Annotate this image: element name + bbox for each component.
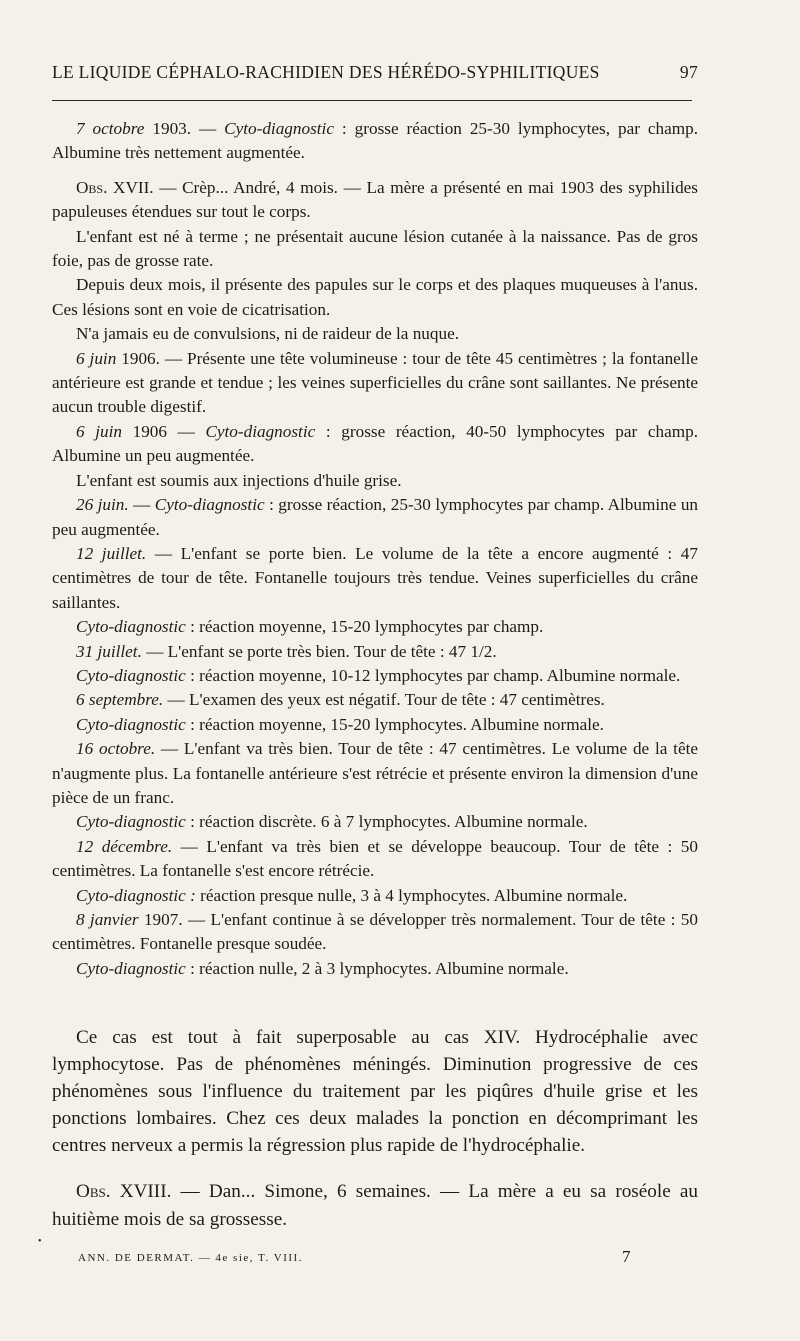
note-text: — L'enfant va très bien. Tour de tête : 47 centimètres. Le volume de la tête n'augmente plus. La fontanelle antérieure s'est rétrécie et présente environ la dimension d'une pièce de un franc. — [52, 739, 698, 807]
note-date: 6 juin — [76, 421, 122, 441]
note-text: 1903. — — [144, 119, 225, 138]
note-paragraph — [52, 640, 698, 664]
note-paragraph — [52, 688, 698, 712]
header-rule — [52, 100, 692, 101]
note-paragraph — [52, 493, 698, 542]
note-text: 1907. — L'enfant continue à se développer très normalement. Tour de tête : 50 centimètres. Fontanelle presque soudée. — [52, 910, 698, 954]
running-title: LE LIQUIDE CÉPHALO-RACHIDIEN DES HÉRÉDO-SYPHILITIQUES — [52, 62, 600, 82]
note-paragraph — [52, 713, 698, 737]
note-text: : réaction moyenne, 15-20 lymphocytes. Albumine normale. — [185, 714, 604, 734]
observation-18 — [52, 1178, 698, 1232]
note-text: — Crèp... André, 4 mois. — La mère a présenté en mai 1903 des syphilides papuleuses étendues sur tout le corps. — [52, 177, 698, 222]
note-paragraph — [52, 225, 698, 274]
note-text: réaction presque nulle, 3 à 4 lymphocytes. Albumine normale. — [195, 885, 628, 905]
note-text: : réaction moyenne, 10-12 lymphocytes par champ. Albumine normale. — [185, 665, 681, 685]
note-date: 7 octobre — [76, 119, 145, 138]
cyto-label: Cyto-diagnostic : — [76, 885, 196, 905]
journal-reference: ANN. DE DERMAT. — 4e sie, T. VIII. — [78, 1252, 303, 1264]
note-text: : grosse réaction 25-30 lymphocytes, par champ. Albumine très nettement augmentée. — [52, 119, 698, 163]
note-date: 12 décembre. — [76, 836, 173, 856]
cyto-label: Cyto-diagnostic — [76, 714, 186, 734]
note-text: Depuis deux mois, il présente des papules sur le corps et des plaques muqueuses à l'anus. Ces lésions sont en voie de cicatrisation. — [52, 275, 698, 319]
note-paragraph — [52, 835, 698, 884]
note-paragraph — [52, 664, 698, 688]
signature-mark: 7 — [622, 1247, 631, 1266]
note-text: — L'enfant se porte bien. Le volume de la tête a encore augmenté : 47 centimètres de tour de tête. Fontanelle toujours très tendue. Veines superficielles du crâne saillantes. — [52, 543, 698, 612]
note-date: 12 juillet. — [76, 543, 147, 563]
note-paragraph — [52, 273, 698, 322]
note-text: : réaction moyenne, 15-20 lymphocytes par champ. — [185, 617, 544, 637]
note-text: — — [128, 495, 155, 515]
note-paragraph — [52, 615, 698, 639]
cyto-label: Cyto-diagnostic — [76, 617, 186, 637]
note-text: : réaction nulle, 2 à 3 lymphocytes. Albumine normale. — [185, 958, 569, 978]
page-number: 97 — [679, 62, 698, 82]
note-paragraph — [52, 810, 698, 834]
note-paragraph — [52, 542, 698, 615]
margin-dot: • — [38, 1236, 42, 1247]
note-text: : grosse réaction, 40-50 lymphocytes par champ. Albumine un peu augmentée. — [52, 421, 699, 466]
clinical-notes — [52, 117, 698, 981]
conclusion-paragraph: Ce cas est tout à fait superposable au cas XIV. Hydrocéphalie avec lymphocytose. Pas de phénomènes méningés. Diminution progressive de ces phénomènes sous l'influence du traitement par les piqûres d'huile grise et les ponctions lombaires. Chez ces deux malades la ponction en décomprimant les centres nerveux a permis la régression plus rapide de l'hydrocéphalie. — [52, 1027, 698, 1157]
cyto-label: Cyto-diagnostic — [224, 119, 334, 138]
observation-label: Obs. XVIII. — [76, 1181, 172, 1203]
note-paragraph — [52, 420, 698, 469]
note-text: — L'enfant se porte très bien. Tour de tête : 47 1/2. — [141, 641, 497, 661]
cyto-label: Cyto-diagnostic — [154, 495, 265, 515]
note-text: — L'enfant va très bien et se développe beaucoup. Tour de tête : 50 centimètres. La fontanelle s'est encore rétrécie. — [52, 836, 698, 881]
note-date: 26 juin. — [76, 495, 129, 515]
running-header — [52, 62, 698, 83]
note-paragraph — [52, 117, 698, 166]
cyto-label: Cyto-diagnostic — [205, 421, 316, 441]
note-paragraph — [52, 469, 698, 493]
observation-text: — Dan... Simone, 6 semaines. — La mère a eu sa roséole au huitième mois de sa grossesse. — [52, 1181, 698, 1230]
note-paragraph — [52, 176, 698, 225]
commentary — [52, 1024, 698, 1233]
note-text: : réaction discrète. 6 à 7 lymphocytes. Albumine normale. — [185, 812, 588, 832]
note-paragraph — [52, 908, 698, 957]
note-text: L'enfant est né à terme ; ne présentait aucune lésion cutanée à la naissance. Pas de gros foie, pas de grosse rate. — [52, 226, 698, 271]
note-date: 16 octobre. — [76, 739, 156, 759]
note-paragraph — [52, 322, 698, 346]
note-text: : grosse réaction, 25-30 lymphocytes par champ. Albumine un peu augmentée. — [52, 495, 699, 539]
note-paragraph — [52, 347, 698, 420]
note-text: 1906. — Présente une tête volumineuse : tour de tête 45 centimètres ; la fontanelle antérieure est grande et tendue ; les veines superficielles du crâne sont saillantes. Ne présente aucun trouble digestif. — [52, 348, 698, 417]
cyto-label: Cyto-diagnostic — [76, 958, 186, 978]
note-text: L'enfant est soumis aux injections d'huile grise. — [76, 470, 402, 490]
note-date: 31 juillet. — [76, 641, 142, 661]
note-paragraph — [52, 737, 698, 810]
cyto-label: Cyto-diagnostic — [76, 812, 186, 832]
note-date: 6 juin — [76, 348, 117, 368]
note-paragraph — [52, 884, 698, 908]
note-paragraph — [52, 957, 698, 981]
cyto-label: Cyto-diagnostic — [76, 665, 186, 685]
note-date: 8 janvier — [76, 910, 139, 929]
note-text: 1906 — — [121, 421, 206, 441]
note-text: N'a jamais eu de convulsions, ni de raideur de la nuque. — [76, 324, 460, 344]
note-text: — L'examen des yeux est négatif. Tour de tête : 47 centimètres. — [163, 690, 605, 710]
note-date: 6 septembre. — [76, 690, 164, 710]
observation-label: Obs. XVII. — [76, 177, 154, 197]
